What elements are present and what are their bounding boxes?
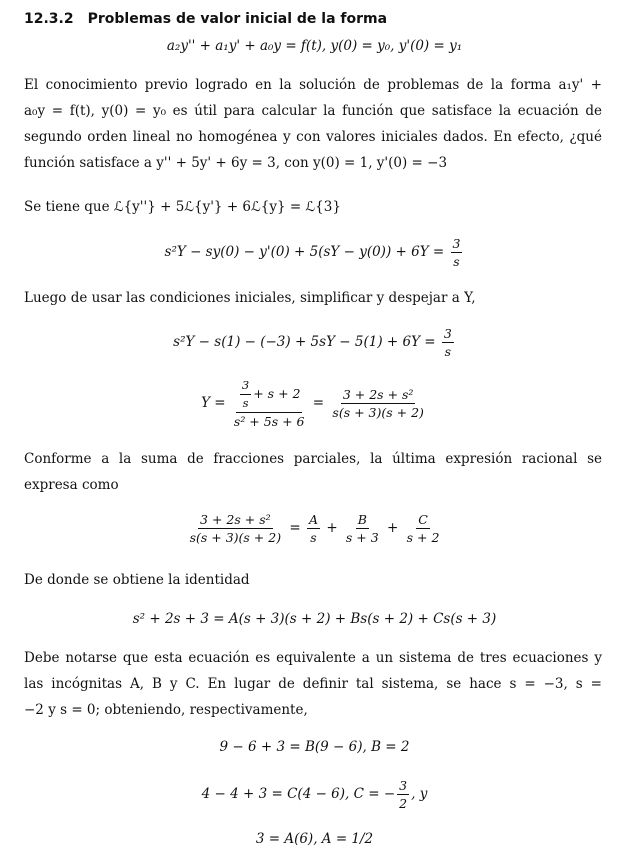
text-line: Luego de usar las condiciones iniciales, simplificar y despejar a Y,: [24, 290, 476, 306]
equation-substituted: [0, 326, 629, 359]
equation-C: [0, 778, 629, 811]
section-number: 12.3.2: [24, 11, 74, 27]
paragraph-intro: [24, 72, 602, 176]
numerator: 3: [399, 778, 408, 793]
denominator: s(s + 3)(s + 2): [332, 405, 424, 420]
denominator: s: [310, 530, 317, 545]
numerator: C: [418, 512, 428, 527]
section-title: Problemas de valor inicial de la forma: [87, 11, 388, 27]
fraction-B: [344, 512, 381, 545]
denominator: s(s + 3)(s + 2): [189, 530, 282, 545]
equals-sign: =: [312, 395, 325, 411]
section-formula: a₂y'' + a₁y' + a₀y = f(t), y(0) = y₀, y'(0) = y₁: [166, 38, 463, 54]
numerator-rest: + s + 2: [253, 386, 301, 401]
equation-B: 9 − 6 + 3 = B(9 − 6), B = 2: [219, 739, 410, 755]
numerator: 3: [452, 236, 461, 251]
denominator: s: [242, 396, 249, 410]
paragraph-conditions: [24, 285, 602, 311]
text-line: Conforme a la suma de fracciones parciales, la última expresión racional se: [24, 451, 602, 467]
equation-left: s²Y − s(1) − (−3) + 5sY − 5(1) + 6Y =: [173, 334, 436, 350]
denominator: s: [453, 254, 460, 269]
text-line: segundo orden lineal no homogénea y con valores iniciales dados. En efecto, ¿qué: [24, 129, 602, 145]
text-line: De donde se obtiene la identidad: [24, 572, 250, 588]
numerator: [236, 378, 303, 413]
equation-right: , y: [411, 786, 428, 802]
equation-transformed: [0, 236, 629, 269]
fraction: [397, 778, 409, 811]
numerator: 3: [240, 378, 251, 395]
fraction-A: [307, 512, 320, 545]
paragraph-system: [24, 645, 602, 723]
equals-sign: =: [289, 520, 301, 536]
text-line: Se tiene que ℒ{y''} + 5ℒ{y'} + 6ℒ{y} = ℒ{3}: [24, 199, 341, 215]
plus-sign: +: [387, 520, 399, 536]
fraction-C: [405, 512, 442, 545]
denominator: s + 2: [406, 530, 440, 545]
equation-lhs: Y =: [201, 395, 226, 411]
fraction: [188, 512, 284, 545]
paragraph-partial-fractions: [24, 446, 602, 498]
equation-Y: [0, 378, 629, 429]
paragraph-identity: [24, 567, 602, 593]
equation-left: s²Y − sy(0) − y'(0) + 5(sY − y(0)) + 6Y =: [164, 244, 445, 260]
text-line: El conocimiento previo logrado en la solución de problemas de la forma a₁y' +: [24, 77, 602, 93]
denominator: 2: [399, 796, 408, 811]
text-line: −2 y s = 0; obteniendo, respectivamente,: [24, 702, 308, 718]
numerator: 3: [443, 326, 452, 341]
numerator: B: [357, 512, 367, 527]
equation-A: 3 = A(6), A = 1/2: [255, 831, 374, 847]
text-line: las incógnitas A, B y C. En lugar de definir tal sistema, se hace s = −3, s =: [24, 676, 602, 692]
equation-decomposition: [0, 512, 629, 545]
numerator: 3 + 2s + s²: [342, 387, 414, 402]
fraction: [442, 326, 454, 359]
fraction: [451, 236, 463, 269]
numerator: 3 + 2s + s²: [200, 512, 271, 527]
fraction: [232, 378, 307, 429]
text-line: función satisface a y'' + 5y' + 6y = 3, con y(0) = 1, y'(0) = −3: [24, 155, 448, 171]
text-line: Debe notarse que esta ecuación es equivalente a un sistema de tres ecuaciones y: [24, 650, 602, 666]
paragraph-laplace: [24, 194, 602, 220]
inner-fraction: [240, 378, 251, 411]
text-line: a₀y = f(t), y(0) = y₀ es útil para calcular la función que satisface la ecuación de: [24, 103, 602, 119]
denominator: s² + 5s + 6: [233, 414, 305, 429]
denominator: s: [444, 344, 452, 359]
section-heading: [24, 11, 387, 27]
fraction: [330, 387, 426, 420]
text-line: expresa como: [24, 477, 119, 493]
numerator: A: [308, 512, 319, 527]
plus-sign: +: [326, 520, 338, 536]
equation-identity: s² + 2s + 3 = A(s + 3)(s + 2) + Bs(s + 2) + Cs(s + 3): [132, 611, 497, 627]
equation-left: 4 − 4 + 3 = C(4 − 6), C = −: [201, 786, 396, 802]
denominator: s + 3: [345, 530, 379, 545]
